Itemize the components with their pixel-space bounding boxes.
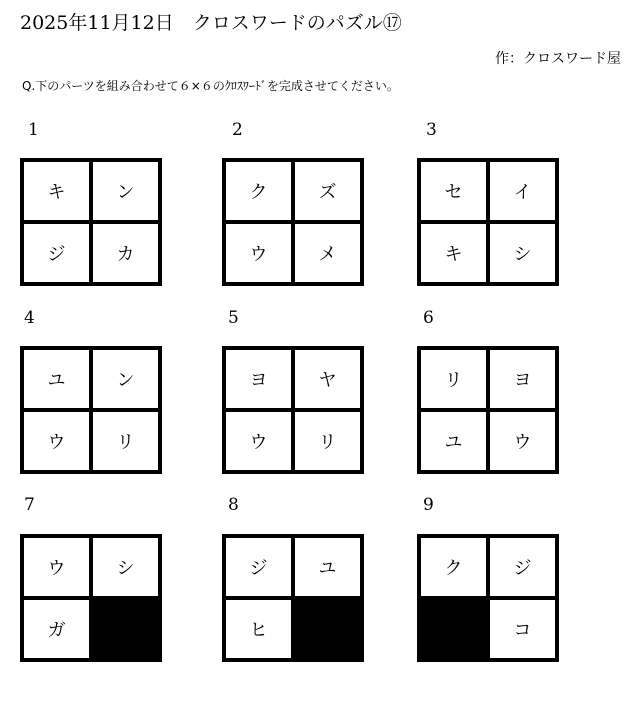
piece-cell: ウ (24, 412, 89, 470)
piece-number-5: 5 (228, 308, 239, 328)
piece-7 (20, 534, 162, 662)
page-title: 2025年11月12日 クロスワードのパズル⑰ (20, 12, 402, 34)
piece-9 (417, 534, 559, 662)
piece-number-3: 3 (426, 120, 437, 140)
piece-cell: リ (93, 412, 158, 470)
piece-cell: キ (24, 162, 89, 220)
piece-cell: ユ (24, 350, 89, 408)
piece-cell: ヒ (226, 600, 291, 658)
question-text: Q.下のパーツを組み合わせて６×６のｸﾛｽﾜｰﾄﾞを完成させてください。 (22, 79, 399, 93)
piece-6 (417, 346, 559, 474)
author-credit: 作：クロスワード屋 (495, 51, 621, 67)
piece-cell: ク (421, 538, 486, 596)
piece-cell: カ (93, 224, 158, 282)
piece-cell: イ (490, 162, 555, 220)
piece-number-6: 6 (423, 308, 434, 328)
piece-cell: ク (226, 162, 291, 220)
piece-cell: ン (93, 162, 158, 220)
piece-cell: ガ (24, 600, 89, 658)
piece-cell: リ (295, 412, 360, 470)
piece-number-7: 7 (24, 495, 35, 515)
piece-cell: ジ (24, 224, 89, 282)
piece-cell: ウ (490, 412, 555, 470)
piece-cell: ユ (295, 538, 360, 596)
piece-cell: ウ (226, 224, 291, 282)
piece-8 (222, 534, 364, 662)
piece-cell: シ (93, 538, 158, 596)
black-cell (93, 600, 158, 658)
piece-cell: キ (421, 224, 486, 282)
black-cell (421, 600, 486, 658)
piece-cell: ヨ (490, 350, 555, 408)
piece-cell: コ (490, 600, 555, 658)
piece-number-8: 8 (228, 495, 239, 515)
piece-cell: ジ (490, 538, 555, 596)
piece-cell: ジ (226, 538, 291, 596)
piece-cell: ズ (295, 162, 360, 220)
black-cell (295, 600, 360, 658)
piece-1 (20, 158, 162, 286)
piece-2 (222, 158, 364, 286)
piece-5 (222, 346, 364, 474)
piece-number-2: 2 (232, 120, 243, 140)
piece-cell: ヨ (226, 350, 291, 408)
piece-cell: ヤ (295, 350, 360, 408)
piece-4 (20, 346, 162, 474)
piece-cell: シ (490, 224, 555, 282)
piece-cell: リ (421, 350, 486, 408)
piece-number-1: 1 (28, 120, 39, 140)
piece-cell: メ (295, 224, 360, 282)
piece-number-9: 9 (423, 495, 434, 515)
piece-cell: ウ (24, 538, 89, 596)
piece-3 (417, 158, 559, 286)
piece-cell: ユ (421, 412, 486, 470)
piece-cell: セ (421, 162, 486, 220)
piece-cell: ウ (226, 412, 291, 470)
piece-number-4: 4 (24, 308, 35, 328)
piece-cell: ン (93, 350, 158, 408)
